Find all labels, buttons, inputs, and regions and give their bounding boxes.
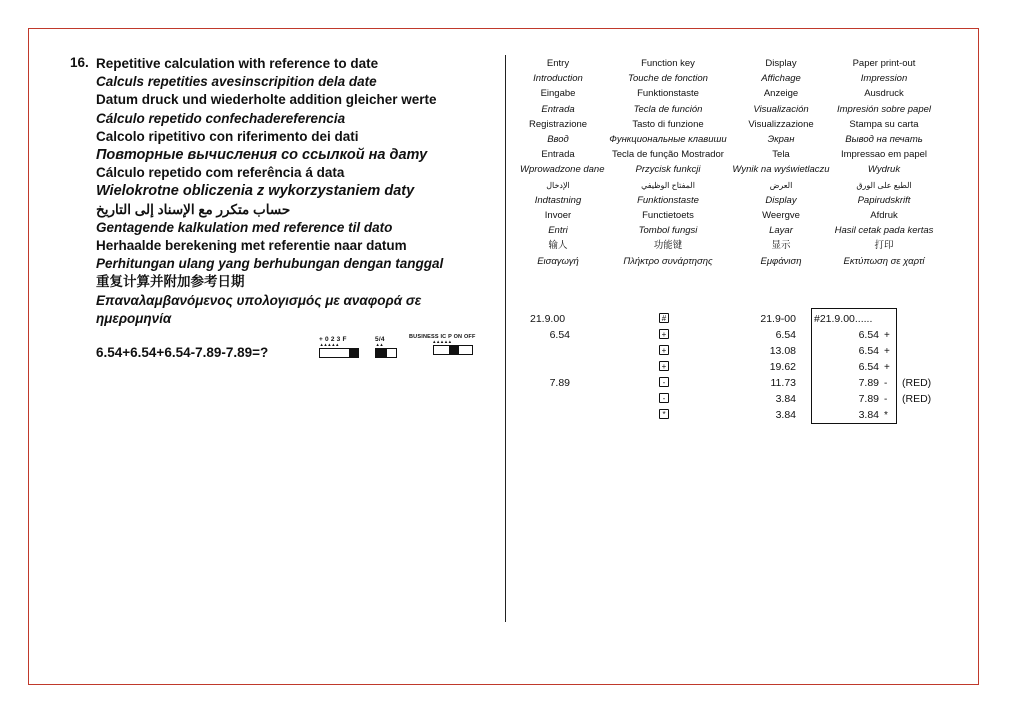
entry-value: 7.89 <box>549 377 570 389</box>
paper-value: 6.54 <box>858 329 879 341</box>
header-key-da: Funktionstaste <box>637 194 699 206</box>
header-paper-zh: 打印 <box>874 240 894 252</box>
header-display-pt: Tela <box>772 149 790 161</box>
paper-value: #21.9.00...... <box>814 313 873 325</box>
title-el-1: Επαναλαμβανόμενος υπολογισμός με αναφορά σε <box>96 292 422 308</box>
header-display-id: Layar <box>769 225 793 237</box>
display-value: 19.62 <box>769 361 796 373</box>
header-entry <box>520 56 605 269</box>
paper-symbol: - <box>884 394 888 405</box>
title-ar: حساب متكرر مع الإسناد إلى التاريخ <box>96 201 291 217</box>
header-paper-ru: Вывод на печать <box>845 134 923 146</box>
formula: 6.54+6.54+6.54-7.89-7.89=? <box>96 345 269 360</box>
display-value: 13.08 <box>769 345 796 357</box>
header-paper-id: Hasil cetak pada kertas <box>834 225 934 237</box>
paper-value: 3.84 <box>858 409 879 421</box>
paper-value: 7.89 <box>858 393 879 405</box>
title-es: Cálculo repetido confechadereferencia <box>96 110 346 126</box>
paper-value: 7.89 <box>858 377 879 389</box>
title-de: Datum druck und wiederholte addition gleicher werte <box>96 92 437 108</box>
mode-switch-knob <box>449 346 459 354</box>
red-note: (RED) <box>902 393 932 405</box>
header-display-ar: العرض <box>769 180 793 190</box>
header-entry-fr: Introduction <box>533 73 583 85</box>
decimal-switch-label: + 0 2 3 F <box>319 336 347 343</box>
display-value: 3.84 <box>775 409 796 421</box>
header-entry-zh: 输人 <box>548 240 568 252</box>
header-entry-pt: Entrada <box>541 149 575 161</box>
decimal-switch-slot <box>319 348 359 358</box>
round-switch-ticks: ▴ ▴ <box>375 342 383 348</box>
header-display-en: Display <box>765 58 797 69</box>
mode-switch-slot <box>433 345 473 355</box>
header-display-ru: Экран <box>767 134 795 146</box>
title-pl: Wielokrotne obliczenia z wykorzystaniem daty <box>96 183 415 200</box>
header-entry-da: Indtastning <box>534 194 582 206</box>
title-en: Repetitive calculation with reference to date <box>96 56 379 71</box>
header-key-pt: Tecla de função Mostrador <box>612 149 724 161</box>
title-da: Gentagende kalkulation med reference til dato <box>96 219 393 235</box>
round-switch <box>375 336 397 358</box>
round-switch-label: 5/4 <box>375 336 385 343</box>
header-key-it: Tasto di funzione <box>632 118 704 130</box>
header-key-fr: Touche de fonction <box>628 73 708 85</box>
mode-switch-label: BUSINESS IC P ON OFF <box>409 334 476 340</box>
header-key-ru: Функциональные клавиши <box>609 134 727 146</box>
header-key-zh: 功能键 <box>653 240 683 252</box>
header-entry-pl: Wprowadzone dane <box>520 164 605 176</box>
header-entry-en: Entry <box>546 58 570 69</box>
display-value: 3.84 <box>775 393 796 405</box>
header-entry-ar: الإدخال <box>546 180 570 190</box>
header-display-da: Display <box>765 194 797 206</box>
paper-symbol: + <box>884 346 890 357</box>
header-paper-de: Ausdruck <box>864 88 904 100</box>
header-paper-el: Εκτύπωση σε χαρτί <box>843 255 925 267</box>
title-pt: Cálculo repetido com referência á data <box>96 165 345 181</box>
decimal-switch <box>319 336 359 358</box>
header-entry-es: Entrada <box>541 103 575 115</box>
header-paper <box>818 56 950 269</box>
header-paper-pl: Wydruk <box>867 164 901 176</box>
header-entry-ru: Ввод <box>547 134 569 146</box>
header-display-zh: 显示 <box>771 240 791 252</box>
plus-key-icon: + <box>659 329 669 339</box>
header-entry-id: Entri <box>548 225 568 237</box>
header-paper-it: Stampa su carta <box>849 118 919 130</box>
header-entry-de: Eingabe <box>540 88 576 100</box>
paper-symbol: * <box>884 410 888 421</box>
decimal-switch-knob <box>349 349 359 357</box>
header-key-id: Tombol fungsi <box>638 225 698 237</box>
header-paper-nl: Afdruk <box>870 210 898 222</box>
entry-value: 21.9.00 <box>530 313 566 325</box>
mode-switch <box>409 334 476 355</box>
paper-symbol: + <box>884 330 890 341</box>
decimal-switch-ticks: ▴ ▴ ▴ ▴ ▴ <box>319 342 339 348</box>
entry-value: 6.54 <box>549 329 570 341</box>
total-key-icon: * <box>659 409 669 419</box>
header-key-pl: Przycisk funkcji <box>635 164 701 176</box>
paper-symbol: + <box>884 362 890 373</box>
mode-switch-ticks: ▴ ▴ ▴ ▴ ▴ <box>433 339 452 345</box>
header-entry-nl: Invoer <box>544 210 572 222</box>
plus-key-icon: + <box>659 345 669 355</box>
plus-key-icon: + <box>659 361 669 371</box>
title-el-2: ημερομηνία <box>96 310 172 326</box>
header-display-nl: Weergve <box>762 210 800 222</box>
header-key-de: Funktionstaste <box>637 88 699 100</box>
header-display-el: Εμφάνιση <box>760 255 802 267</box>
title-id: Perhitungan ulang yang berhubungan dengan tanggal <box>96 256 444 272</box>
date-key-icon: # <box>659 313 669 323</box>
round-switch-slot <box>375 348 397 358</box>
header-display-fr: Affichage <box>761 73 801 85</box>
header-entry-it: Registrazione <box>528 118 588 130</box>
header-paper-ar: الطبع على الورق <box>856 180 912 190</box>
section-number: 16. <box>70 55 89 70</box>
display-value: 6.54 <box>775 329 796 341</box>
display-value: 11.73 <box>770 377 796 389</box>
title-it: Calcolo ripetitivo con riferimento dei dati <box>96 128 359 144</box>
header-key-el: Πλήκτρο συνάρτησης <box>623 255 713 267</box>
section-titles <box>96 55 496 328</box>
round-switch-knob <box>376 349 387 357</box>
minus-key-icon: - <box>659 393 669 403</box>
header-paper-en: Paper print-out <box>852 58 916 69</box>
header-display-de: Anzeige <box>763 88 799 100</box>
title-ru: Повторные вычисления со ссылкой на дату <box>96 147 428 164</box>
minus-key-icon: - <box>659 377 669 387</box>
header-paper-da: Papirudskrift <box>857 194 911 206</box>
display-value: 21.9-00 <box>760 313 796 325</box>
title-fr: Calculs repetities avesinscripition dela date <box>96 74 377 90</box>
header-paper-pt: Impressao em papel <box>840 149 928 161</box>
header-key-en: Function key <box>641 58 695 69</box>
red-note: (RED) <box>902 377 932 389</box>
header-display-pl: Wynik na wyświetlaczu <box>732 164 830 176</box>
header-key-es: Tecla de función <box>633 103 703 115</box>
header-display-es: Visualización <box>753 103 809 115</box>
paper-value: 6.54 <box>858 361 879 373</box>
column-divider <box>505 55 506 622</box>
header-function-key <box>598 56 738 269</box>
header-paper-fr: Impression <box>860 73 908 85</box>
paper-symbol: - <box>884 378 888 389</box>
header-paper-es: Impresión sobre papel <box>837 103 931 115</box>
header-display-it: Visualizzazione <box>748 118 814 130</box>
title-zh: 重复计算并附加参考日期 <box>96 274 245 290</box>
header-key-ar: المفتاح الوظيفي <box>641 180 695 190</box>
header-key-nl: Functietoets <box>642 210 694 222</box>
header-entry-el: Εισαγωγή <box>537 255 579 267</box>
title-nl: Herhaalde berekening met referentie naar datum <box>96 238 407 254</box>
paper-value: 6.54 <box>858 345 879 357</box>
